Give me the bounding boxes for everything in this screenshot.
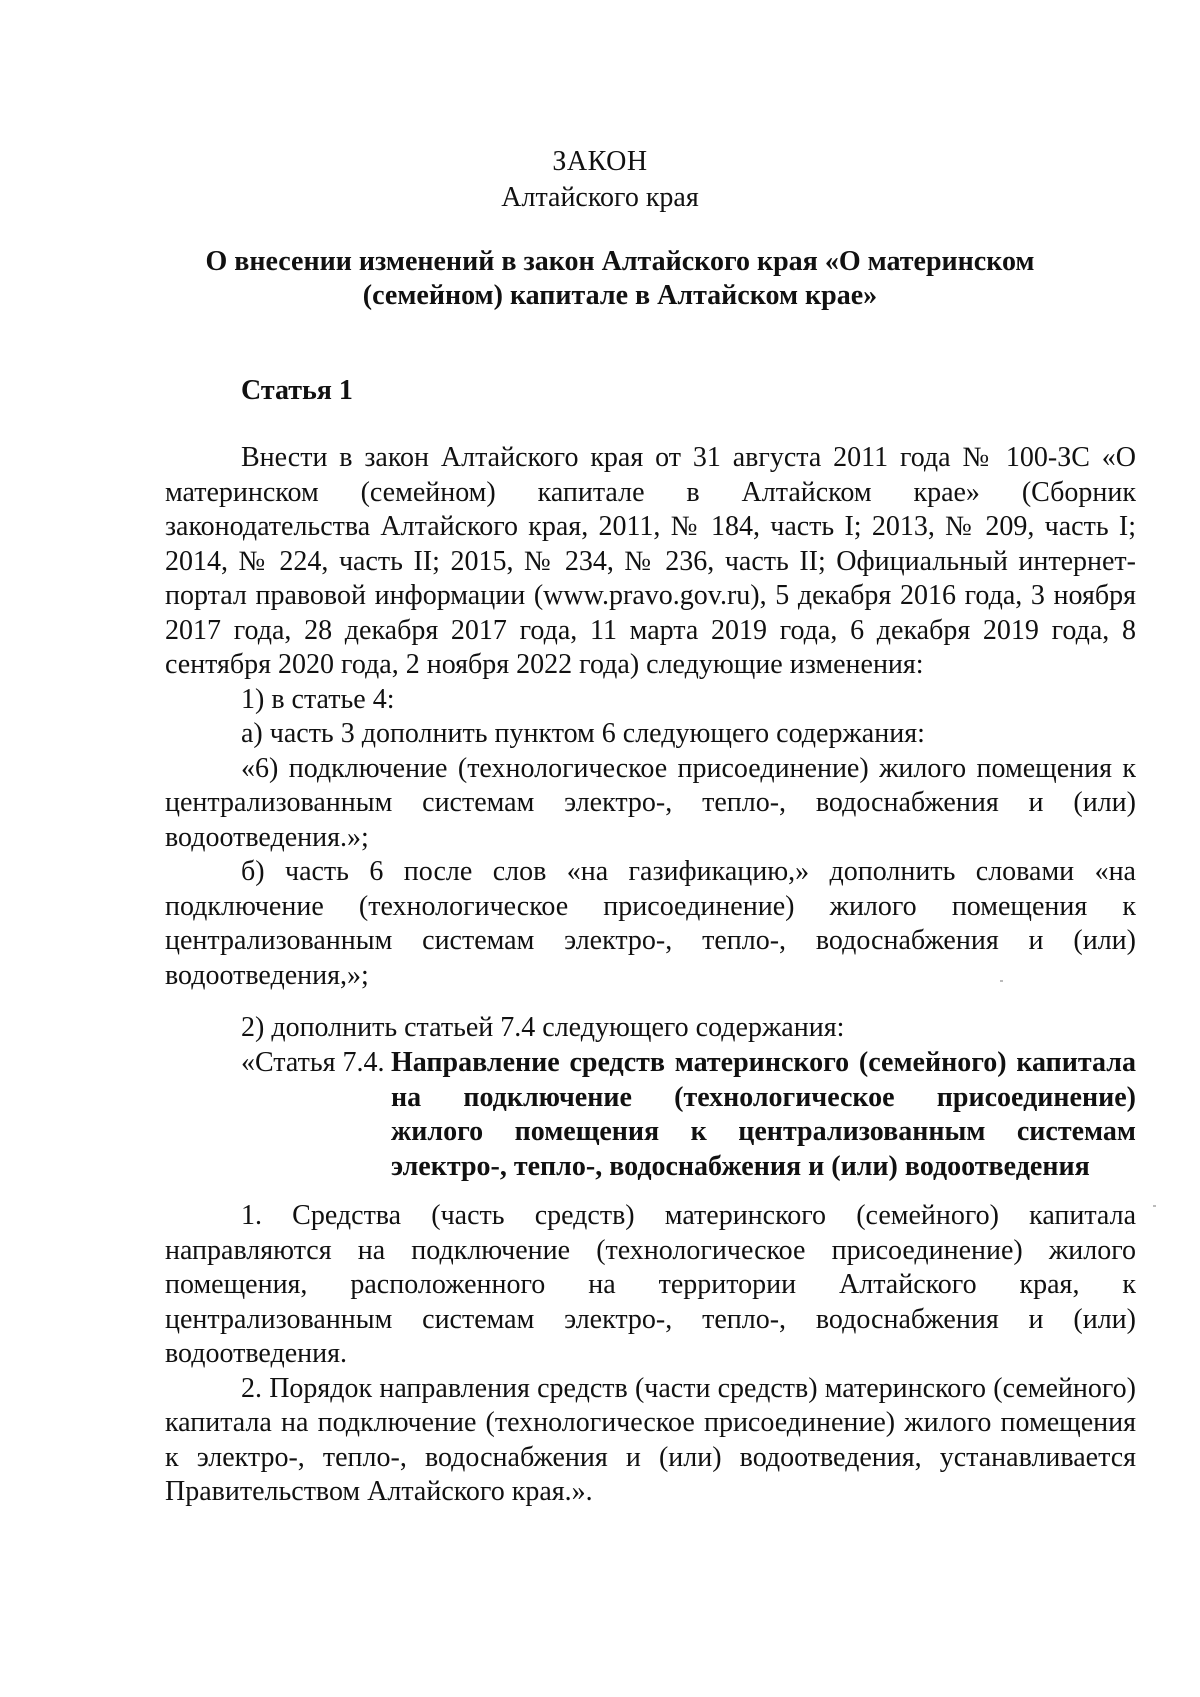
article-7-4-point-1: 1. Средства (часть средств) материнского (семейного) капитала направляются на подключение (технологическое присоединение) жилого помещения, расположенного на территории Алтайского края, к централизованным системам электро-, тепло-, водоснабжения и (или) водоотведения. — [165, 1200, 1136, 1369]
article-7-4-title-line-2: на подключение (технологическое присоединение) — [391, 1081, 1136, 1113]
scan-speck — [1153, 1205, 1156, 1207]
article-7-4-point-2: 2. Порядок направления средств (части средств) материнского (семейного) капитала на подключение (технологическое присоединение) жилого помещения к электро-, тепло-, водоснабжения и (или) водоотведения, устанавливается Правительством Алтайского края.». — [165, 1372, 1136, 1507]
item-1a: а) часть 3 дополнить пунктом 6 следующего содержания: — [241, 718, 925, 749]
item-1b: б) часть 6 после слов «на газификацию,» дополнить словами «на подключение (технологическое присоединение) жилого помещения к централизованным системам электро-, тепло-, водоснабжения и (или) водоотведения,»; — [165, 856, 1136, 991]
scan-speck — [1000, 980, 1003, 982]
article-1-intro: Внести в закон Алтайского края от 31 августа 2011 года № 100-ЗС «О материнском (семейном) капитале в Алтайском крае» (Сборник законодательства Алтайского края, 2011, № 184, часть I; 2013, № 209, часть I; 2014, № 224, часть II; 2015, № 234, № 236, часть II; Официальный интернет-портал правовой информации (www.pravo.gov.ru), 5 декабря 2016 года, 3 ноября 2017 года, 28 декабря 2017 года, 11 марта 2019 года, 6 декабря 2019 года, 8 сентября 2020 года, 2 ноября 2022 года) следующие изменения: — [165, 442, 1136, 680]
article-7-4-title-line-3: жилого помещения к централизованным системам — [391, 1116, 1136, 1147]
law-title-line-2: (семейном) капитале в Алтайском крае» — [362, 280, 878, 311]
article-1-body — [165, 441, 1136, 993]
article-7-4-body — [165, 1199, 1136, 1510]
law-title — [200, 245, 1040, 313]
article-7-4-title-line-1: Направление средств материнского (семейного) капитала — [391, 1047, 1136, 1078]
article-1-heading: Статья 1 — [241, 375, 353, 406]
article-7-4-prefix: «Статья 7.4. — [241, 1047, 385, 1078]
item-1: 1) в статье 4: — [241, 683, 395, 715]
law-region: Алтайского края — [501, 182, 699, 213]
article-7-4-title-line-4: электро-, тепло-, водоснабжения и (или) водоотведения — [391, 1150, 1090, 1182]
law-word: ЗАКОН — [552, 146, 648, 177]
article-7-4-title — [391, 1046, 1136, 1184]
law-title-line-1: О внесении изменений в закон Алтайского края «О материнском — [205, 246, 1035, 277]
item-1a-text: «6) подключение (технологическое присоединение) жилого помещения к централизованным системам электро-, тепло-, водоснабжения и (или) водоотведения.»; — [165, 752, 1136, 853]
item-2-block — [165, 1011, 1136, 1046]
item-2: 2) дополнить статьей 7.4 следующего содержания: — [241, 1012, 845, 1043]
